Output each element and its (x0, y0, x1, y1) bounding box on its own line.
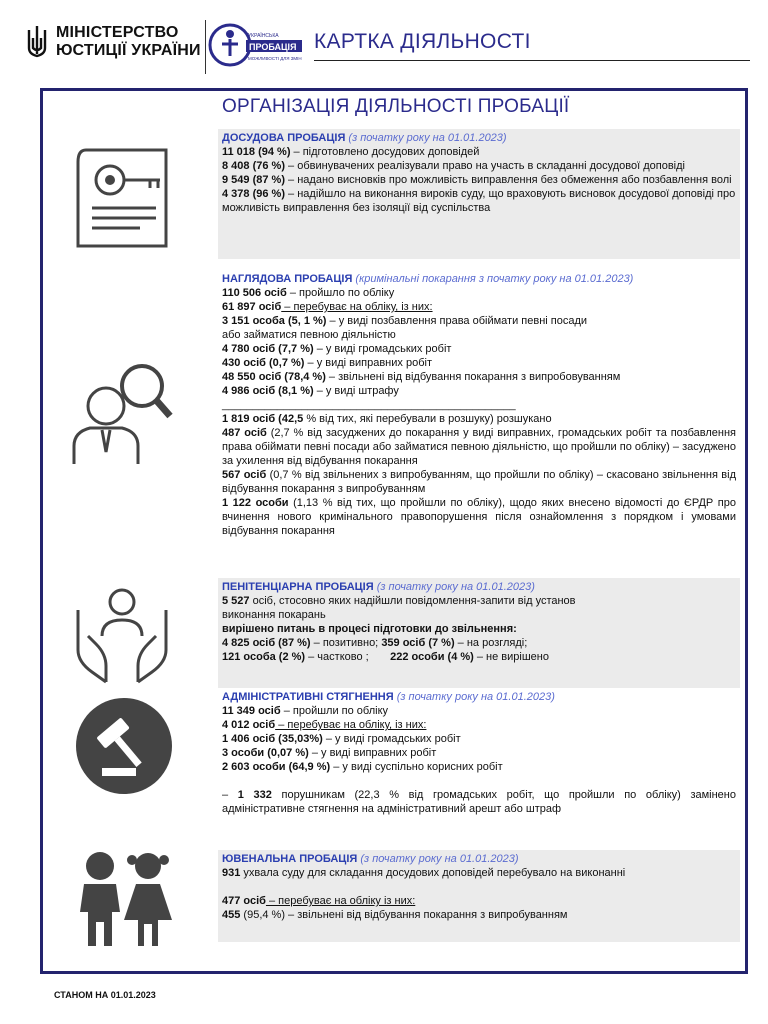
stat-text: або займатися певною діяльністю (222, 329, 396, 341)
stat-value: 121 особа (2 %) (222, 651, 306, 663)
section-pretrial (218, 129, 740, 259)
stat-text: порушникам (22,3 % від громадських робіт, що пройшли по обліку) замінено адміністративне стягнення на адміністративний арешт або штраф (222, 789, 736, 815)
stat-value: 8 408 (76 %) (222, 160, 285, 172)
stat-value: 61 897 осіб (222, 301, 282, 313)
section-subtitle: (з початку року на 01.01.2023) (360, 853, 519, 865)
stat-value: 1 332 (237, 789, 272, 801)
stat-text: (1,13 % від тих, що пройшли по обліку), щодо яких внесено відомості до ЄРДР про вчинення нового кримінального правопорушення після ознайомлення з порядком і умовами відбування покарання (222, 497, 736, 537)
stat-value: 455 (222, 909, 241, 921)
header-divider (205, 20, 206, 74)
stat-value: 3 151 особа (5, 1 %) (222, 315, 327, 327)
stat-value: 1 122 особи (222, 497, 289, 509)
stat-text: – на розгляді; (454, 637, 528, 649)
section-subtitle: (з початку року на 01.01.2023) (396, 691, 555, 703)
stat-text: – у виді громадських робіт (313, 343, 452, 355)
stat-value: 4 012 осіб (222, 719, 276, 731)
stat-value: 430 осіб (0,7 %) (222, 357, 305, 369)
probation-logo (208, 20, 304, 70)
stat-text: осіб, стосовно яких надійшли повідомлення-запити від установ (249, 595, 576, 607)
stat-text: – надійшло на виконання вироків суду, що враховують висновок досудової доповіді про можливість виправлення без ізоляції від суспільства (222, 188, 736, 214)
stat-value: 1 406 осіб (35,03%) (222, 733, 323, 745)
stat-value: 487 осіб (222, 427, 267, 439)
section-subtitle: (з початку року на 01.01.2023) (376, 581, 535, 593)
section-title: ДОСУДОВА ПРОБАЦІЯ (222, 132, 346, 144)
stat-text: ухвала суду для складання досудових доповідей перебувало на виконанні (240, 867, 626, 879)
footer-label: СТАНОМ НА (54, 990, 109, 1000)
footer-date (54, 990, 156, 1000)
stat-text: – обвинувачених реалізували право на участь в складанні досудової доповіді (284, 160, 685, 172)
stat-value: 567 осіб (222, 469, 267, 481)
stat-value: 931 (222, 867, 241, 879)
header (0, 0, 768, 78)
ministry-line2: ЮСТИЦІЇ УКРАЇНИ (56, 42, 201, 59)
stat-text: (0,7 % від звільнених з випробуванням, що пройшли по обліку) – скасовано звільнення від відбування покарання з випробуванням (222, 469, 736, 495)
stat-value: 4 825 осіб (87 %) (222, 637, 311, 649)
stat-heading: вирішено питань в процесі підготовки до звільнення: (222, 623, 517, 635)
section-title: АДМІНІСТРАТИВНІ СТЯГНЕННЯ (222, 691, 394, 703)
gavel-icon (74, 696, 174, 796)
section-title: ПЕНІТЕНЦІАРНА ПРОБАЦІЯ (222, 581, 374, 593)
section-title: НАГЛЯДОВА ПРОБАЦІЯ (222, 273, 353, 285)
section-juvenile (218, 850, 740, 942)
ministry-line1: МІНІСТЕРСТВО (56, 24, 179, 41)
stat-value: 110 506 осіб (222, 287, 287, 299)
stat-value: 3 особи (0,07 %) (222, 747, 309, 759)
section-supervisory (218, 270, 740, 570)
stat-text: виконання покарань (222, 609, 326, 621)
stat-text: – у виді громадських робіт (322, 733, 461, 745)
separator-line: ________________________________________________ (222, 399, 516, 411)
children-icon (68, 846, 180, 950)
stat-value: 5 527 (222, 595, 250, 607)
hands-person-icon (72, 580, 172, 684)
stat-text: – у виді виправних робіт (304, 357, 432, 369)
stat-text: – позитивно; (310, 637, 379, 649)
stat-value: 11 018 (94 %) (222, 146, 291, 158)
stat-text: – не вирішено (473, 651, 549, 663)
stat-value: 222 особи (4 %) (390, 651, 474, 663)
title-underline (314, 60, 750, 61)
svg-text:УКРАЇНСЬКА: УКРАЇНСЬКА (248, 33, 279, 39)
ministry-name (56, 24, 201, 60)
stat-value: 477 осіб (222, 895, 266, 907)
section-subtitle: (кримінальні покарання з початку року на 01.01.2023) (355, 273, 634, 285)
stat-text: – (222, 789, 238, 801)
stat-value: 2 603 особи (64,9 %) (222, 761, 331, 773)
stat-value: 4 780 осіб (7,7 %) (222, 343, 314, 355)
stat-text: – надано висновків про можливість виправлення без обмеження або позбавлення волі (284, 174, 732, 186)
stat-text: – звільнені від відбування покарання з випробовуванням (325, 371, 621, 383)
stat-value: 1 819 осіб (42,5 (222, 413, 304, 425)
stat-text: % від тих, які перебували в розшуку) розшукано (303, 413, 552, 425)
section-title: ЮВЕНАЛЬНА ПРОБАЦІЯ (222, 853, 358, 865)
magnifier-person-icon (66, 360, 176, 466)
stat-text: – пройшли по обліку (280, 705, 389, 717)
footer-date-value: 01.01.2023 (110, 990, 156, 1000)
trident-icon (26, 24, 48, 60)
stat-text: – у виді штрафу (313, 385, 399, 397)
stat-text: – перебуває на обліку, із них: (281, 301, 433, 313)
document-key-icon (70, 142, 178, 254)
stat-text: – пройшло по обліку (286, 287, 395, 299)
section-subtitle: (з початку року на 01.01.2023) (348, 132, 507, 144)
stat-text: – перебуває на обліку, із них: (275, 719, 427, 731)
section-administrative (218, 688, 740, 836)
stat-text: (95,4 %) – звільнені від відбування покарання з випробуванням (240, 909, 568, 921)
svg-text:ПРОБАЦІЯ: ПРОБАЦІЯ (249, 42, 297, 52)
stat-text: – частково ; (305, 651, 369, 663)
stat-value: 359 осіб (7 %) (381, 637, 455, 649)
stat-text: (2,7 % від засуджених до покарання у виді виправних, громадських робіт та позбавлення права обіймати певні посади або займатися певною діяльністю, що пройшли по обліку) – засуджено за ухилення від відбування покарання (222, 427, 736, 467)
stat-text: – у виді суспільно корисних робіт (330, 761, 503, 773)
stat-text: – у виді виправних робіт (308, 747, 437, 759)
stat-value: 11 349 осіб (222, 705, 281, 717)
svg-text:МОЖЛИВОСТІ ДЛЯ ЗМІН: МОЖЛИВОСТІ ДЛЯ ЗМІН (248, 56, 302, 61)
stat-value: 9 549 (87 %) (222, 174, 285, 186)
stat-text: – підготовлено досудових доповідей (290, 146, 480, 158)
stat-value: 48 550 осіб (78,4 %) (222, 371, 326, 383)
card-title: КАРТКА ДІЯЛЬНОСТІ (314, 30, 531, 53)
stat-text: – у виді позбавлення права обіймати певні посади (326, 315, 588, 327)
section-penitentiary (218, 578, 740, 688)
stat-value: 4 378 (96 %) (222, 188, 285, 200)
stat-value: 4 986 осіб (8,1 %) (222, 385, 314, 397)
main-title: ОРГАНІЗАЦІЯ ДІЯЛЬНОСТІ ПРОБАЦІЇ (222, 96, 570, 117)
stat-text: – перебуває на обліку із них: (265, 895, 416, 907)
